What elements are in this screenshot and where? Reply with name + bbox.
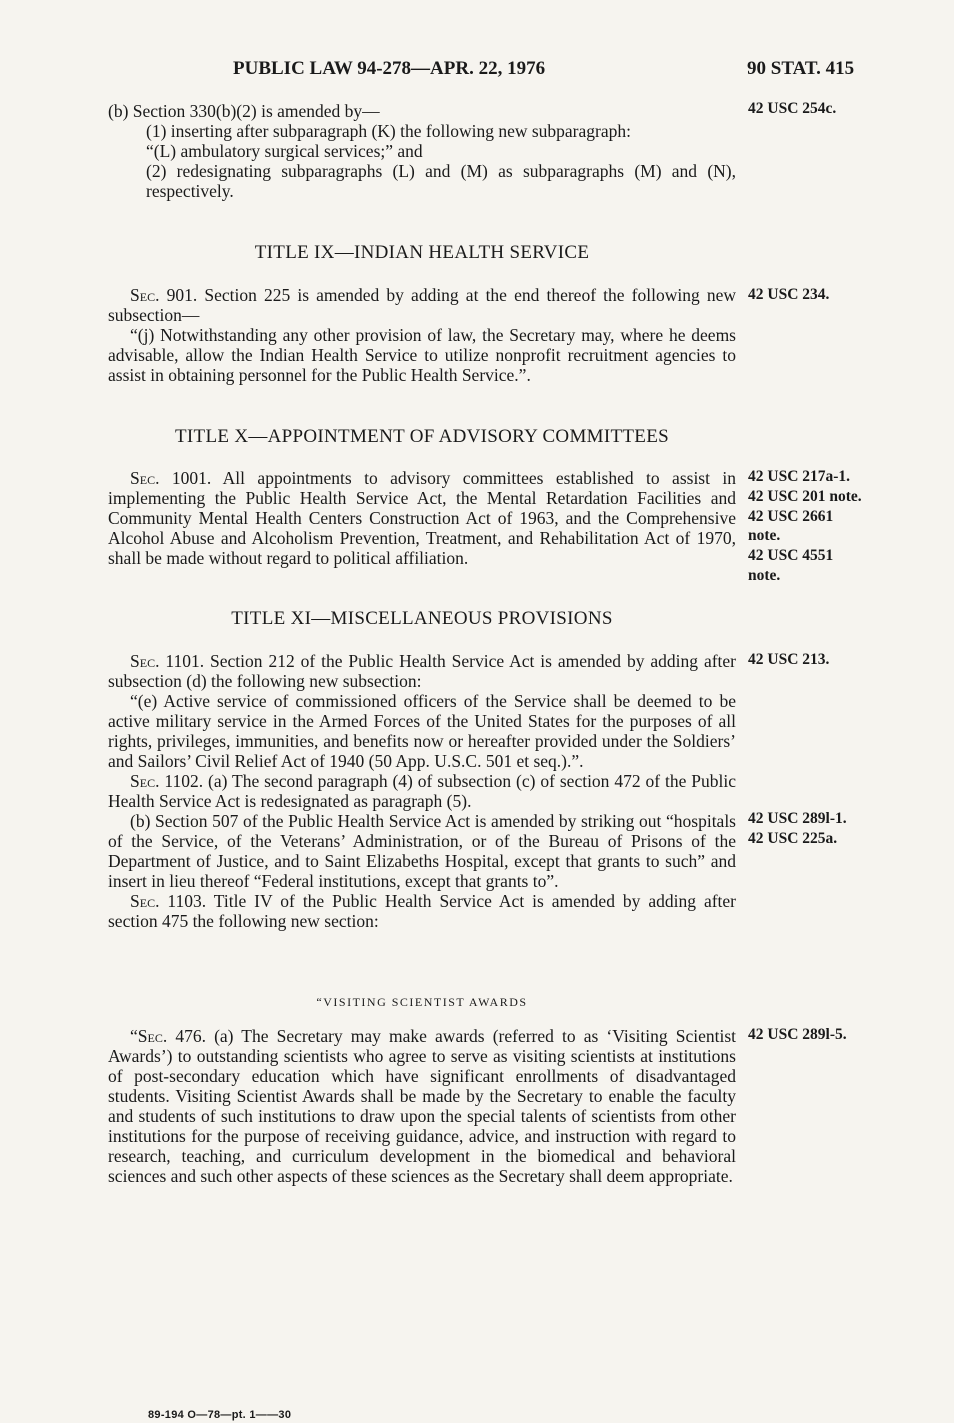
section-901-body: 901. Section 225 is amended by adding at the end thereof the following new subsection— <box>108 285 736 325</box>
visiting-scientist-awards-heading: “VISITING SCIENTIST AWARDS <box>316 995 528 1009</box>
section-330-amendment <box>108 101 736 201</box>
section-1101-label: Sec. <box>130 651 160 671</box>
section-1101-body: 1101. Section 212 of the Public Health Service Act is amended by adding after subsection (d) the following new subsection: <box>108 651 736 691</box>
margin-note-2661: 42 USC 2661 <box>748 508 834 525</box>
title-xi-heading: TITLE XI—MISCELLANEOUS PROVISIONS <box>231 608 613 629</box>
section-901-label: Sec. <box>130 285 160 305</box>
margin-note-225a: 42 USC 225a. <box>748 830 838 847</box>
paragraph-330b: (b) Section 330(b)(2) is amended by— <box>108 101 380 121</box>
section-1103-text <box>108 891 736 931</box>
header-stat-page: 90 STAT. 415 <box>747 58 855 79</box>
paragraph-330b-1 <box>108 121 736 141</box>
section-1102-body: 1102. (a) The second paragraph (4) of subsection (c) of section 472 of the Public Health Service Act is redesignated as paragraph (5). <box>108 771 736 811</box>
margin-note-234: 42 USC 234. <box>748 286 830 303</box>
section-1102b-text: (b) Section 507 of the Public Health Service Act is amended by striking out “hospitals of the Service, of the Veterans’ Administration, or of the Bureau of Prisons of the Department of Justice, and to Saint Elizabeths Hospital, except that grants to such” and insert in lieu thereof “Federal institutions, except that grants to”. <box>108 811 736 891</box>
margin-note-217a-1: 42 USC 217a-1. <box>748 468 851 485</box>
footer-print-code: 89-194 O—78—pt. 1——30 <box>148 1409 292 1421</box>
title-x-heading: TITLE X—APPOINTMENT OF ADVISORY COMMITTEES <box>175 426 669 447</box>
section-1103-label: Sec. <box>130 891 160 911</box>
margin-note-254c: 42 USC 254c. <box>748 100 837 117</box>
section-476-label: “Sec. <box>130 1026 168 1046</box>
section-1001-label: Sec. <box>130 468 160 488</box>
paragraph-330b-1-text: (1) inserting after subparagraph (K) the following new subparagraph: <box>146 121 631 141</box>
section-1001-body: 1001. All appointments to advisory committees established to assist in implementing the Public Health Service Act, the Mental Retardation Facilities and Community Mental Health Centers Construction Act of 1963, and the Comprehensive Alcohol Abuse and Alcoholism Prevention, Treatment, and Rehabilitation Act of 1970, shall be made without regard to political affiliation. <box>108 468 736 568</box>
section-901-subsection-j: “(j) Notwithstanding any other provision of law, the Secretary may, where he deems advisable, allow the Indian Health Service to utilize nonprofit recruitment agencies to assist in obtaining personnel for the Public Health Service.”. <box>108 325 736 385</box>
section-476-body: 476. (a) The Secretary may make awards (referred to as ‘Visiting Scientist Awards’) to outstanding scientists who agree to serve as visiting scientists at institutions of post-secondary education which have significant enrollments of disadvantaged students. Visiting Scientist Awards shall be made by the Secretary to enable the faculty and students of such institutions to draw upon the special talents of scientists from other institutions for the purpose of receiving guidance, advice, and instruction with regard to research, teaching, and curriculum development in the biomedical and behavioral sciences and such other aspects of these sciences as the Secretary shall deem appropriate. <box>108 1026 736 1186</box>
margin-note-213: 42 USC 213. <box>748 651 830 668</box>
section-476 <box>108 1026 736 1186</box>
margin-note-289l-5: 42 USC 289l-5. <box>748 1026 847 1043</box>
title-ix-heading: TITLE IX—INDIAN HEALTH SERVICE <box>254 242 590 263</box>
paragraph-330b-L: “(L) ambulatory surgical services;” and <box>146 141 423 161</box>
margin-note-4551-note: note. <box>748 567 781 584</box>
section-1001-text <box>108 468 736 568</box>
section-1101-subsection-e: “(e) Active service of commissioned officers of the Service shall be deemed to be active military service in the Armed Forces of the United States for the purposes of all rights, privileges, immunities, and benefits now or hereafter provided under the Soldiers’ and Sailors’ Civil Relief Act of 1940 (50 App. U.S.C. 501 et seq.).”. <box>108 691 736 771</box>
section-476-text <box>108 1026 736 1186</box>
section-1001 <box>108 468 736 568</box>
section-1103-body: 1103. Title IV of the Public Health Service Act is amended by adding after section 475 the following new section: <box>108 891 736 931</box>
margin-note-4551: 42 USC 4551 <box>748 547 834 564</box>
section-1102a-text <box>108 771 736 811</box>
section-1102-label: Sec. <box>130 771 160 791</box>
margin-note-2661-note: note. <box>748 527 781 544</box>
paragraph-330b-2: (2) redesignating subparagraphs (L) and (M) as subparagraphs (M) and (N), respectively. <box>146 161 736 201</box>
section-1101-text <box>108 651 736 691</box>
section-901 <box>108 285 736 385</box>
header-law-citation: PUBLIC LAW 94-278—APR. 22, 1976 <box>233 58 546 79</box>
margin-note-289l-1: 42 USC 289l-1. <box>748 810 847 827</box>
margin-note-201: 42 USC 201 note. <box>748 488 862 505</box>
section-901-text <box>108 285 736 325</box>
section-1101-1103 <box>108 651 736 931</box>
